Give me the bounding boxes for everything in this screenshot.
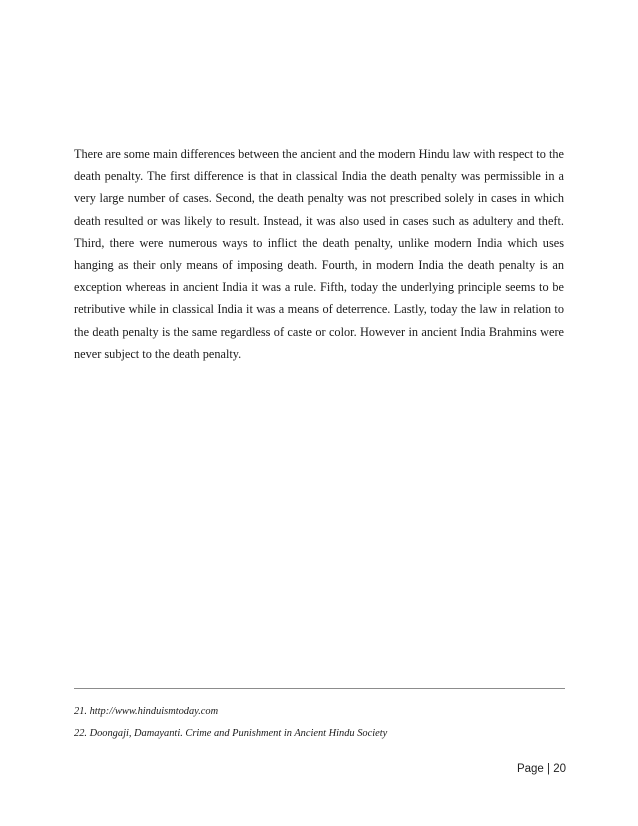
footnote-22: 22. Doongaji, Damayanti. Crime and Punishment in Ancient Hindu Society xyxy=(74,728,388,739)
body-paragraph: There are some main differences between the ancient and the modern Hindu law with respect to the death penalty. The first difference is that in classical India the death penalty was permissible in a very large number of cases. Second, the death penalty was not prescribed solely in cases in which death resulted or was likely to result. Instead, it was also used in cases such as adultery and theft. Third, there were numerous ways to inflict the death penalty, unlike modern India which uses hanging as their only means of imposing death. Fourth, in modern India the death penalty is an exception whereas in ancient India it was a rule. Fifth, today the underlying principle seems to be retributive while in classical India it was a means of deterrence. Lastly, today the law in relation to the death penalty is the same regardless of caste or color. However in ancient India Brahmins were never subject to the death penalty. xyxy=(74,147,564,361)
footnotes xyxy=(74,701,564,745)
page-number: Page | 20 xyxy=(516,763,566,775)
footnote-separator xyxy=(74,688,565,689)
footnote-21: 21. http://www.hinduismtoday.com xyxy=(74,706,219,717)
